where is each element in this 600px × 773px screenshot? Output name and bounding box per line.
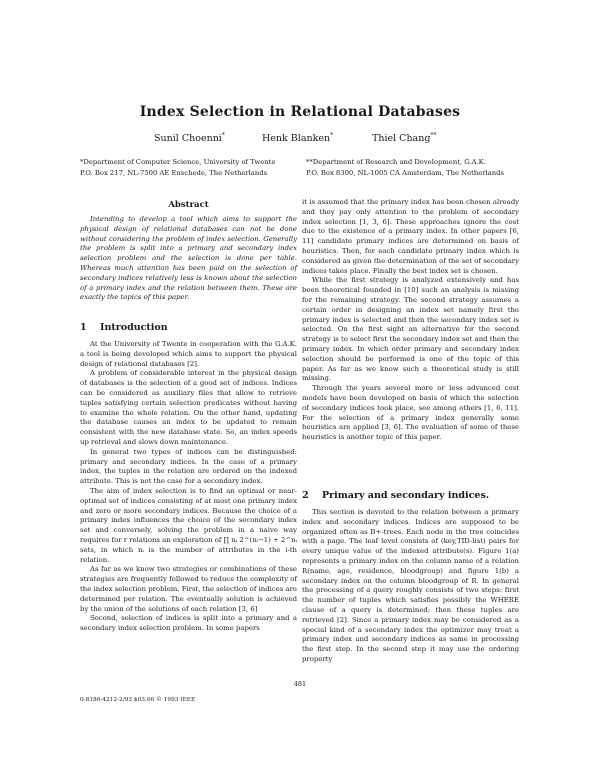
intro-paragraph: The aim of index selection is to find an optimal or near-optimal set of indices consisting of at most one primary index and zero or more secondary indices. Because the choice of a primary index influences the choice of the secondary index set and conversely, solving the problem in a naive way requires for r relations an exploration of ∏ nᵢ 2^(nᵢ−1) + 2^nᵢ sets, in which nᵢ is the number of attributes in the i-th relation.: [80, 486, 298, 564]
abstract-heading: Abstract: [168, 200, 209, 210]
body-paragraph: While the first strategy is analyzed extensively and has been theoretical founded in [10] such an analysis is missing for the remaining strategy. The second strategy assumes a certain order in designing an index set namely first the primary index is selected and then the secondary index set is selected. On the first sight an alternative for the second strategy is to select first the secondary index set and then the primary index. In which order primary and secondary index selection should be performed is one of the topic of this paper. As far as we know such a theoretical study is still missing.: [302, 276, 519, 383]
affiliation-left: *Department of Computer Science, University of Twente P.O. Box 217, NL-7500 AE Enschede, The Netherlands: [80, 158, 276, 177]
intro-paragraph: In general two types of indices can be distinguished: primary and secondary indices. In the case of a primary index, the tuples in the relation are ordered on the indexed attribute. This is not the case for a secondary index.: [80, 447, 297, 486]
intro-paragraph: As far as we know two strategies or combinations of these strategies are frequently followed to reduce the complexity of the index selection problem. First, the selection of indices are determined per relation. The eventually solution is achieved by the union of the solutions of each relation [3, 6]: [80, 565, 297, 613]
intro-paragraph: At the University of Twente in cooperation with the G.A.K. a tool is being developed which aims to support the physical design of relational databases [2].: [80, 340, 297, 368]
right-column-body: [302, 198, 519, 443]
section-1-heading: 1 Introduction: [80, 322, 168, 333]
author-3: Thiel Chang**: [372, 132, 437, 145]
author-2: Henk Blanken*: [262, 132, 334, 145]
body-paragraph: Through the years several more or less advanced cost models have been developed on basis of which the selection of secondary indices took place, see among others [1, 6, 11]. For the selection of a primary index generally some heuristics are applied [3, 6]. The evaluation of some of these heuristics is another topic of this paper.: [302, 384, 519, 442]
intro-paragraph: Second, selection of indices is split into a primary and a secondary index selection problem. In some papers: [80, 614, 297, 633]
body-paragraph: This section is devoted to the relation between a primary index and secondary indices. Indices are supposed to be organized often as B+-trees. Each node in the tree coincides with a page. The leaf level consists of (key,TID-list) pairs for every unique value of the indexed attribute(s). Figure 1(a) represents a primary index on the column name of a relation R(name, age, residence, bloodgroup) and figure 1(b) a secondary index on the column bloodgroup of R. In general the processing of a query roughly consists of two steps: first the number of tuples which satisfies possibly the WHERE clause of a query is determined; then these tuples are retrieved [2]. Since a primary index may be considered as a special kind of a secondary index the optimizer may treat a primary index and secondary indices as same in processing the first step. In the second step it may use the ordering property: [302, 508, 519, 663]
copyright-footer: 0-8186-4212-2/93 $03.00 © 1993 IEEE: [80, 697, 196, 703]
abstract-text: Intending to develop a tool which aims to support the physical design of relational databases can not be done without considering the problem of index selection. Generally the problem is split into a primary and secondary index selection problem and the selection is done per table. Whereas much attention has been paid on the selection of secondary indices relatively less is known about the selection of a primary index and the relation between them. These are exactly the topics of this paper.: [80, 215, 297, 302]
section-2-body: [302, 508, 519, 665]
paper-title: Index Selection in Relational Databases: [139, 104, 461, 120]
author-1: Sunil Choenni*: [154, 132, 225, 145]
body-paragraph: it is assumed that the primary index has been chosen already and they pay only attention to the problem of secondary index selection [1, 3, 6]. These approaches ignore the cost due to the existence of a primary index. In other papers [6, 11] candidate primary indices are determined on basis of heuristics. Then, for each candidate primary index which is considered as given the determination of the set of secondary indices takes place. Finally the best index set is chosen.: [302, 198, 519, 275]
affiliation-right: **Department of Research and Development, G.A.K. P.O. Box 8300, NL-1005 CA Amsterdam, The Netherlands: [306, 158, 504, 177]
introduction-body: [80, 340, 297, 634]
intro-paragraph: A problem of considerable interest in the physical design of databases is the selection of a good set of indices. Indices can be considered as auxiliary files that allow to retrieve tuples satisfying certain selection predicates without having to examine the whole relation. On the other hand, updating the database causes an index to be updated to remain consistent with the new database state. So, an index speeds up retrieval and slows down maintenance.: [80, 369, 297, 446]
section-2-heading: 2 Primary and secondary indices.: [302, 490, 490, 501]
page-number: 481: [293, 680, 307, 688]
